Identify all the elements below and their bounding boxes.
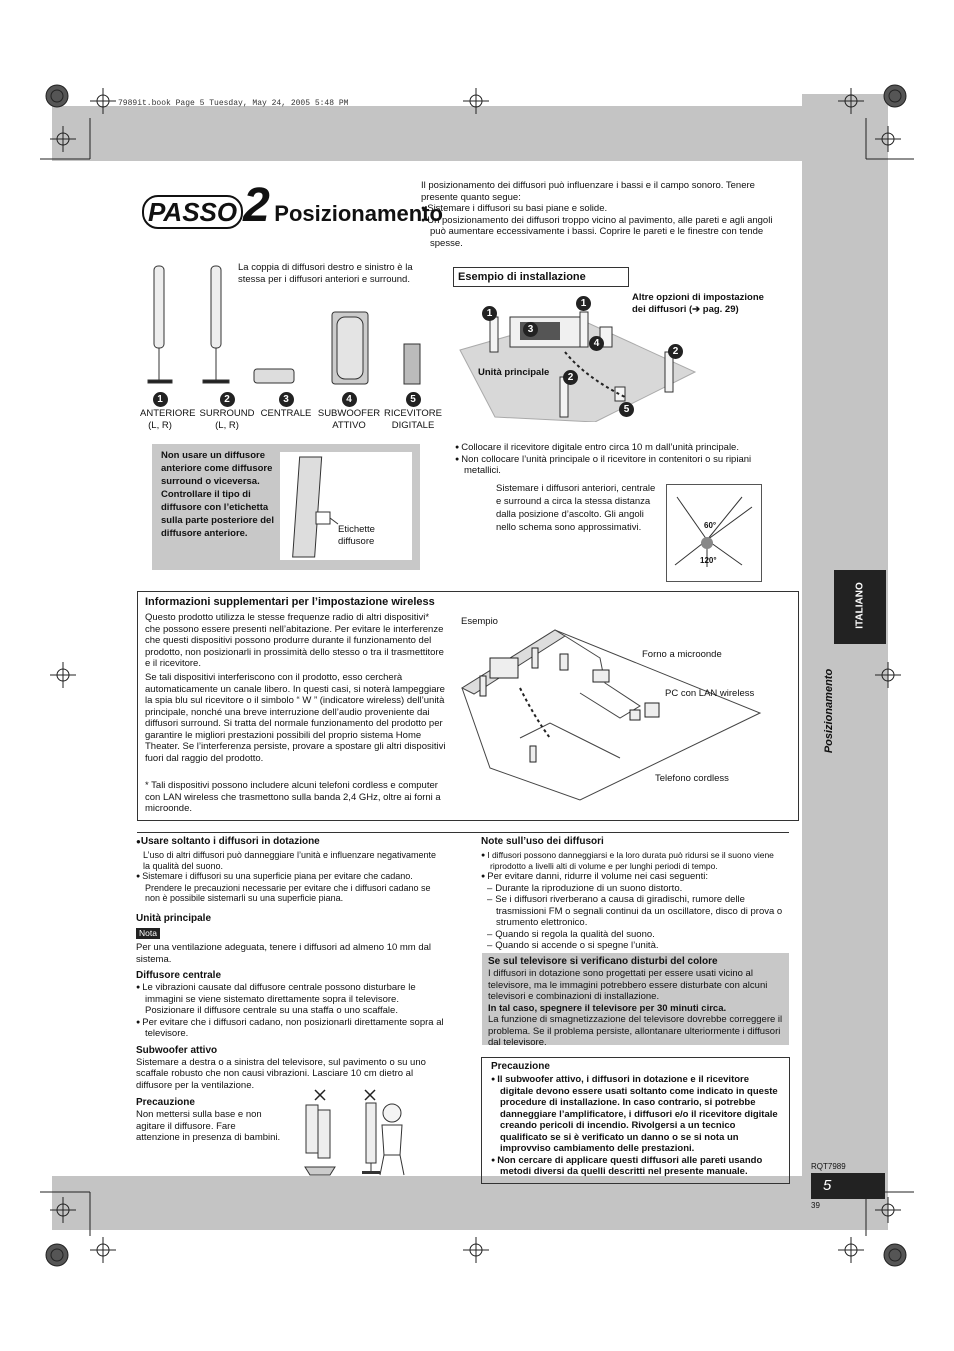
main-unit-label: Unità principale xyxy=(478,367,550,378)
speaker-label: RICEVITORE DIGITALE xyxy=(384,408,442,431)
wireless-footnote: * Tali dispositivi possono includere alcuni telefoni cordless e computer con LAN wireless che trasmettono sulla banda 2,4 GHz, oltre ai forni a microonde. xyxy=(145,780,441,814)
speaker-label: SURROUND (L, R) xyxy=(199,408,255,431)
tv-body xyxy=(488,968,784,1049)
notes-bullet: ● Per evitare danni, ridurre il volume nei casi seguenti: xyxy=(481,871,789,883)
nota-badge: Nota xyxy=(136,928,160,940)
main-unit-text: Per una ventilazione adeguata, tenere i diffusori ad almeno 10 mm dal sistema. xyxy=(136,942,432,965)
tv-p2: In tal caso, spegnere il televisore per 30 minuti circa. xyxy=(488,1002,727,1014)
install-heading-box xyxy=(453,267,629,287)
phone-label: Telefono cordless xyxy=(655,773,729,784)
example-label: Esempio xyxy=(461,616,498,627)
language-tab xyxy=(834,570,886,644)
h-subwoofer: Subwoofer attivo xyxy=(136,1044,218,1056)
page-title xyxy=(142,178,443,233)
precaution-heading: Precauzione xyxy=(491,1061,550,1072)
title-number: 2 xyxy=(243,179,270,232)
num-badge: 5 xyxy=(619,402,634,417)
precaution-text: Non mettersi sulla base e non agitare il diffusore. Fare attenzione in presenza di bambini. xyxy=(136,1109,281,1143)
receiver-bullet: ● Non collocare l’unità principale o il ricevitore in contenitori o su ripiani metallici. xyxy=(455,454,785,477)
warning-box xyxy=(152,444,420,570)
section-label: Posizionamento xyxy=(823,668,835,754)
install-heading: Esempio di installazione xyxy=(458,271,586,283)
speaker-3 xyxy=(258,392,314,420)
wireless-p1: Questo prodotto utilizza le stesse frequenze radio di altri dispositivi* che possono essere presenti nell’abitazione. Per evitare le interferenze che questi dispositivi possono produrre durante il funzionamento del prodotto, non posizionarli in prossimità dello stesso o tra il trasmettitore e il ricevitore. xyxy=(145,612,444,669)
use-only-bullet: ● Sistemare i diffusori su una superficie piana per evitare che cadano. Prendere le precauzioni necessarie per evitare che i diffusori cadano se non è possibile sistemarli su una superficie piana. xyxy=(136,871,444,904)
speaker-1 xyxy=(140,392,196,431)
intro-text: Il posizionamento dei diffusori può influenzare i bassi e il campo sonoro. Tenere presente quanto segue: xyxy=(421,180,755,203)
notes-bullet: ● I diffusori possono danneggiarsi e la loro durata può ridursi se il suono viene riprodotto a livelli alti di volume e per lunghi periodi di tempo. xyxy=(481,850,789,871)
sub-page: 39 xyxy=(811,1201,820,1210)
distance-text: Sistemare i diffusori anteriori, centrale e surround a circa la stessa distanza dalla posizione d’ascolto. Gli angoli nello schema sono approssimativi. xyxy=(496,483,656,533)
num-badge: 3 xyxy=(523,322,538,337)
precaution-bullet: ● Non cercare di applicare questi diffusori alle pareti usando metodi diversi da quelli descritti nel presente manuale. xyxy=(491,1155,781,1178)
speakers-illustration xyxy=(140,262,440,392)
wireless-heading: Informazioni supplementari per l’impostazione wireless xyxy=(145,596,435,608)
speaker-list xyxy=(140,392,440,437)
num-badge: 3 xyxy=(279,392,294,407)
wireless-p2: Se tali dispositivi interferiscono con il prodotto, esso cercherà automaticamente un canale libero. In questi casi, si noterà lampeggiare la spia blu sul ricevitore o il simbolo “ W ” (indicatore wireless) dell’unità principale, nonché una breve interruzione dell’audio proveniente dai diffusori surround. Si tratta del normale funzionamento del prodotto per garantire le migliori prestazioni possibili del proprio sistema Home Theater. Se l’interferenza persiste, provare a spostare gli altri dispositivi fuori dal raggio del prodotto. xyxy=(145,672,446,764)
receiver-bullets xyxy=(455,442,785,477)
notes-dash: – Se i diffusori riverberano a causa di giradischi, rumore delle trasmissioni FM o segnali continui da un oscillatore, disco di prova o strumento elettronico. xyxy=(487,894,789,929)
num-badge: 2 xyxy=(668,344,683,359)
speaker-2 xyxy=(198,392,256,431)
speaker-label: SUBWOOFER ATTIVO xyxy=(317,408,381,431)
divider xyxy=(137,832,789,833)
h-precaution: Precauzione xyxy=(136,1097,195,1108)
centre-bullet: ● Per evitare che i diffusori cadano, non posizionarli direttamente sopra al televisore. xyxy=(136,1017,444,1040)
precaution-box xyxy=(481,1057,790,1184)
angle-60: 60° xyxy=(704,521,717,530)
centre-bullet: ● Le vibrazioni causate dal diffusore centrale possono disturbare le immagini se viene sistemato direttamente sopra il televisore. Posizionare il diffusore centrale su una staffa o uno scaffale. xyxy=(136,982,444,1017)
page-number: 5 xyxy=(823,1177,832,1194)
warning-text: Non usare un diffusore anteriore come diffusore surround o viceversa. Controllare il tipo di diffusore con l’etichetta sulla parte posteriore del diffusore anteriore. xyxy=(161,450,274,539)
wireless-box xyxy=(137,591,799,821)
label-illustration xyxy=(280,452,412,560)
doc-code: RQT7989 xyxy=(811,1162,846,1171)
precaution-bullet: ● Il subwoofer attivo, i diffusori in dotazione e il ricevitore digitale devono essere usati soltanto come indicato in queste procedure di installazione. In caso contrario, si potrebbe danneggiare l’amplificatore, i diffusori e/o il ricevitore digitale creando pericoli di incendio. Rivolgersi a un tecnico qualificato se si è verificato un danno o se si nota un improvviso cambiamento delle prestazioni. xyxy=(491,1074,781,1155)
title-passo: PASSO xyxy=(142,195,243,229)
right-column xyxy=(481,836,789,952)
num-badge: 5 xyxy=(406,392,421,407)
h-notes: Note sull’uso dei diffusori xyxy=(481,836,604,847)
speaker-label: CENTRALE xyxy=(260,408,312,419)
receiver-bullet: ● Collocare il ricevitore digitale entro circa 10 m dall’unità principale. xyxy=(455,442,785,454)
pc-label: PC con LAN wireless xyxy=(665,688,755,699)
angle-diagram xyxy=(666,484,762,582)
speaker-5 xyxy=(382,392,444,431)
num-badge: 1 xyxy=(482,306,497,321)
microwave-label: Forno a microonde xyxy=(642,649,722,660)
title-text: Posizionamento xyxy=(274,201,443,226)
tv-box xyxy=(482,953,789,1048)
intro-bullet: ● Sistemare i diffusori su basi piane e solide. xyxy=(421,203,781,215)
num-badge: 2 xyxy=(220,392,235,407)
speaker-label: ANTERIORE (L, R) xyxy=(140,408,196,431)
precaution-illustration xyxy=(300,1085,430,1180)
tv-p3: La funzione di smagnetizzazione del televisore dovrebbe correggere il problema. Se il problema persiste, allontanare ulteriormente i diffusori dal televisore. xyxy=(488,1014,783,1048)
intro-bullet: ● Un posizionamento dei diffusori troppo vicino al pavimento, alle pareti e agli angoli può aumentare eccessivamente i bassi. Coprire le pareti e le finestre con tende spesse. xyxy=(421,215,781,250)
speakers-note: La coppia di diffusori destro e sinistro è la stessa per i diffusori anteriori e surround. xyxy=(238,262,413,285)
h-use-only-text: Usare soltanto i diffusori in dotazione xyxy=(140,836,320,847)
angle-120: 120° xyxy=(700,556,717,565)
notes-dash: – Quando si regola la qualità del suono. xyxy=(487,929,789,941)
intro xyxy=(421,180,781,249)
num-badge: 1 xyxy=(153,392,168,407)
h-use-only: ●Usare soltanto i diffusori in dotazione xyxy=(136,836,320,847)
speaker-4 xyxy=(314,392,384,431)
num-badge: 4 xyxy=(342,392,357,407)
tv-p1: I diffusori in dotazione sono progettati per essere usati vicino al televisore, ma le immagini potrebbero essere disturbate con alcuni televisori e combinazioni di installazione. xyxy=(488,968,768,1002)
file-header: 7989it.book Page 5 Tuesday, May 24, 2005 5:48 PM xyxy=(118,99,349,108)
precaution-list xyxy=(491,1074,781,1178)
h-centre: Diffusore centrale xyxy=(136,970,222,981)
notes-dash: – Quando si accende o si spegne l’unità. xyxy=(487,940,789,952)
angle-lines xyxy=(667,485,761,581)
label-caption: Etichette diffusore xyxy=(338,524,375,547)
notes-dash: – Durante la riproduzione di un suono distorto. xyxy=(487,883,789,895)
num-badge: 2 xyxy=(563,370,578,385)
tv-heading: Se sul televisore si verificano disturbi del colore xyxy=(488,956,718,967)
page-number-box xyxy=(811,1173,885,1199)
other-options: Altre opzioni di impostazione dei diffusori (➔ pag. 29) xyxy=(632,292,764,315)
num-badge: 4 xyxy=(589,336,604,351)
language-label: ITALIANO xyxy=(854,582,866,629)
num-badge: 1 xyxy=(576,296,591,311)
use-only-text: L’uso di altri diffusori può danneggiare l’unità e influenzare negativamente la qualità del suono. xyxy=(143,850,437,871)
h-main-unit: Unità principale xyxy=(136,912,212,924)
subwoofer-text: Sistemare a destra o a sinistra del televisore, sul pavimento o su uno scaffale robusto che non causi vibrazioni. Lasciare 10 cm dietro al diffusore per la ventilazione. xyxy=(136,1056,426,1091)
